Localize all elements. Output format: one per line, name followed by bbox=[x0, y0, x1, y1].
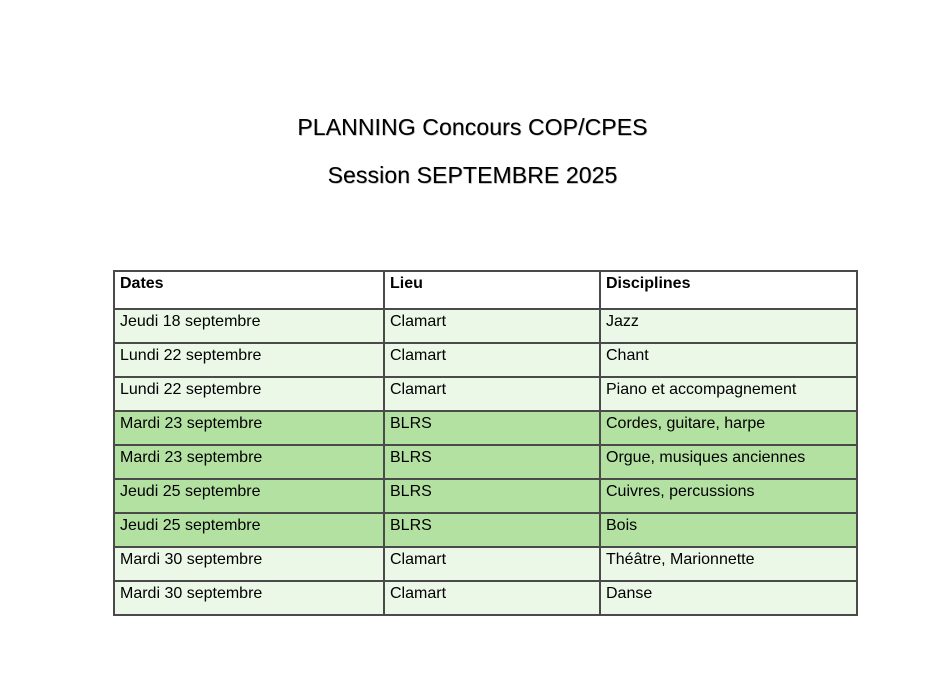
column-header-lieu: Lieu bbox=[384, 271, 600, 309]
cell-date: Jeudi 18 septembre bbox=[114, 309, 384, 343]
table-row bbox=[114, 377, 857, 411]
cell-date: Lundi 22 septembre bbox=[114, 343, 384, 377]
column-header-dates: Dates bbox=[114, 271, 384, 309]
cell-lieu: Clamart bbox=[384, 581, 600, 615]
cell-date: Jeudi 25 septembre bbox=[114, 513, 384, 547]
table-row bbox=[114, 411, 857, 445]
cell-disciplines: Cordes, guitare, harpe bbox=[600, 411, 857, 445]
table-row bbox=[114, 547, 857, 581]
table-header-row bbox=[114, 271, 857, 309]
column-header-disciplines: Disciplines bbox=[600, 271, 857, 309]
cell-lieu: Clamart bbox=[384, 547, 600, 581]
table-row bbox=[114, 445, 857, 479]
cell-disciplines: Piano et accompagnement bbox=[600, 377, 857, 411]
table-row bbox=[114, 581, 857, 615]
schedule-table bbox=[113, 270, 858, 616]
cell-date: Jeudi 25 septembre bbox=[114, 479, 384, 513]
cell-disciplines: Chant bbox=[600, 343, 857, 377]
cell-disciplines: Théâtre, Marionnette bbox=[600, 547, 857, 581]
cell-disciplines: Bois bbox=[600, 513, 857, 547]
page-subtitle: Session SEPTEMBRE 2025 bbox=[327, 162, 618, 188]
cell-lieu: Clamart bbox=[384, 343, 600, 377]
table-row bbox=[114, 343, 857, 377]
table-row bbox=[114, 309, 857, 343]
cell-date: Mardi 30 septembre bbox=[114, 547, 384, 581]
cell-date: Mardi 30 septembre bbox=[114, 581, 384, 615]
cell-disciplines: Jazz bbox=[600, 309, 857, 343]
cell-date: Mardi 23 septembre bbox=[114, 445, 384, 479]
cell-lieu: Clamart bbox=[384, 309, 600, 343]
cell-lieu: Clamart bbox=[384, 377, 600, 411]
schedule-table-body bbox=[114, 309, 857, 615]
cell-lieu: BLRS bbox=[384, 479, 600, 513]
cell-lieu: BLRS bbox=[384, 513, 600, 547]
cell-date: Mardi 23 septembre bbox=[114, 411, 384, 445]
page-title: PLANNING Concours COP/CPES bbox=[297, 114, 648, 140]
cell-disciplines: Orgue, musiques anciennes bbox=[600, 445, 857, 479]
cell-lieu: BLRS bbox=[384, 411, 600, 445]
cell-date: Lundi 22 septembre bbox=[114, 377, 384, 411]
cell-disciplines: Danse bbox=[600, 581, 857, 615]
cell-disciplines: Cuivres, percussions bbox=[600, 479, 857, 513]
table-row bbox=[114, 479, 857, 513]
cell-lieu: BLRS bbox=[384, 445, 600, 479]
table-row bbox=[114, 513, 857, 547]
